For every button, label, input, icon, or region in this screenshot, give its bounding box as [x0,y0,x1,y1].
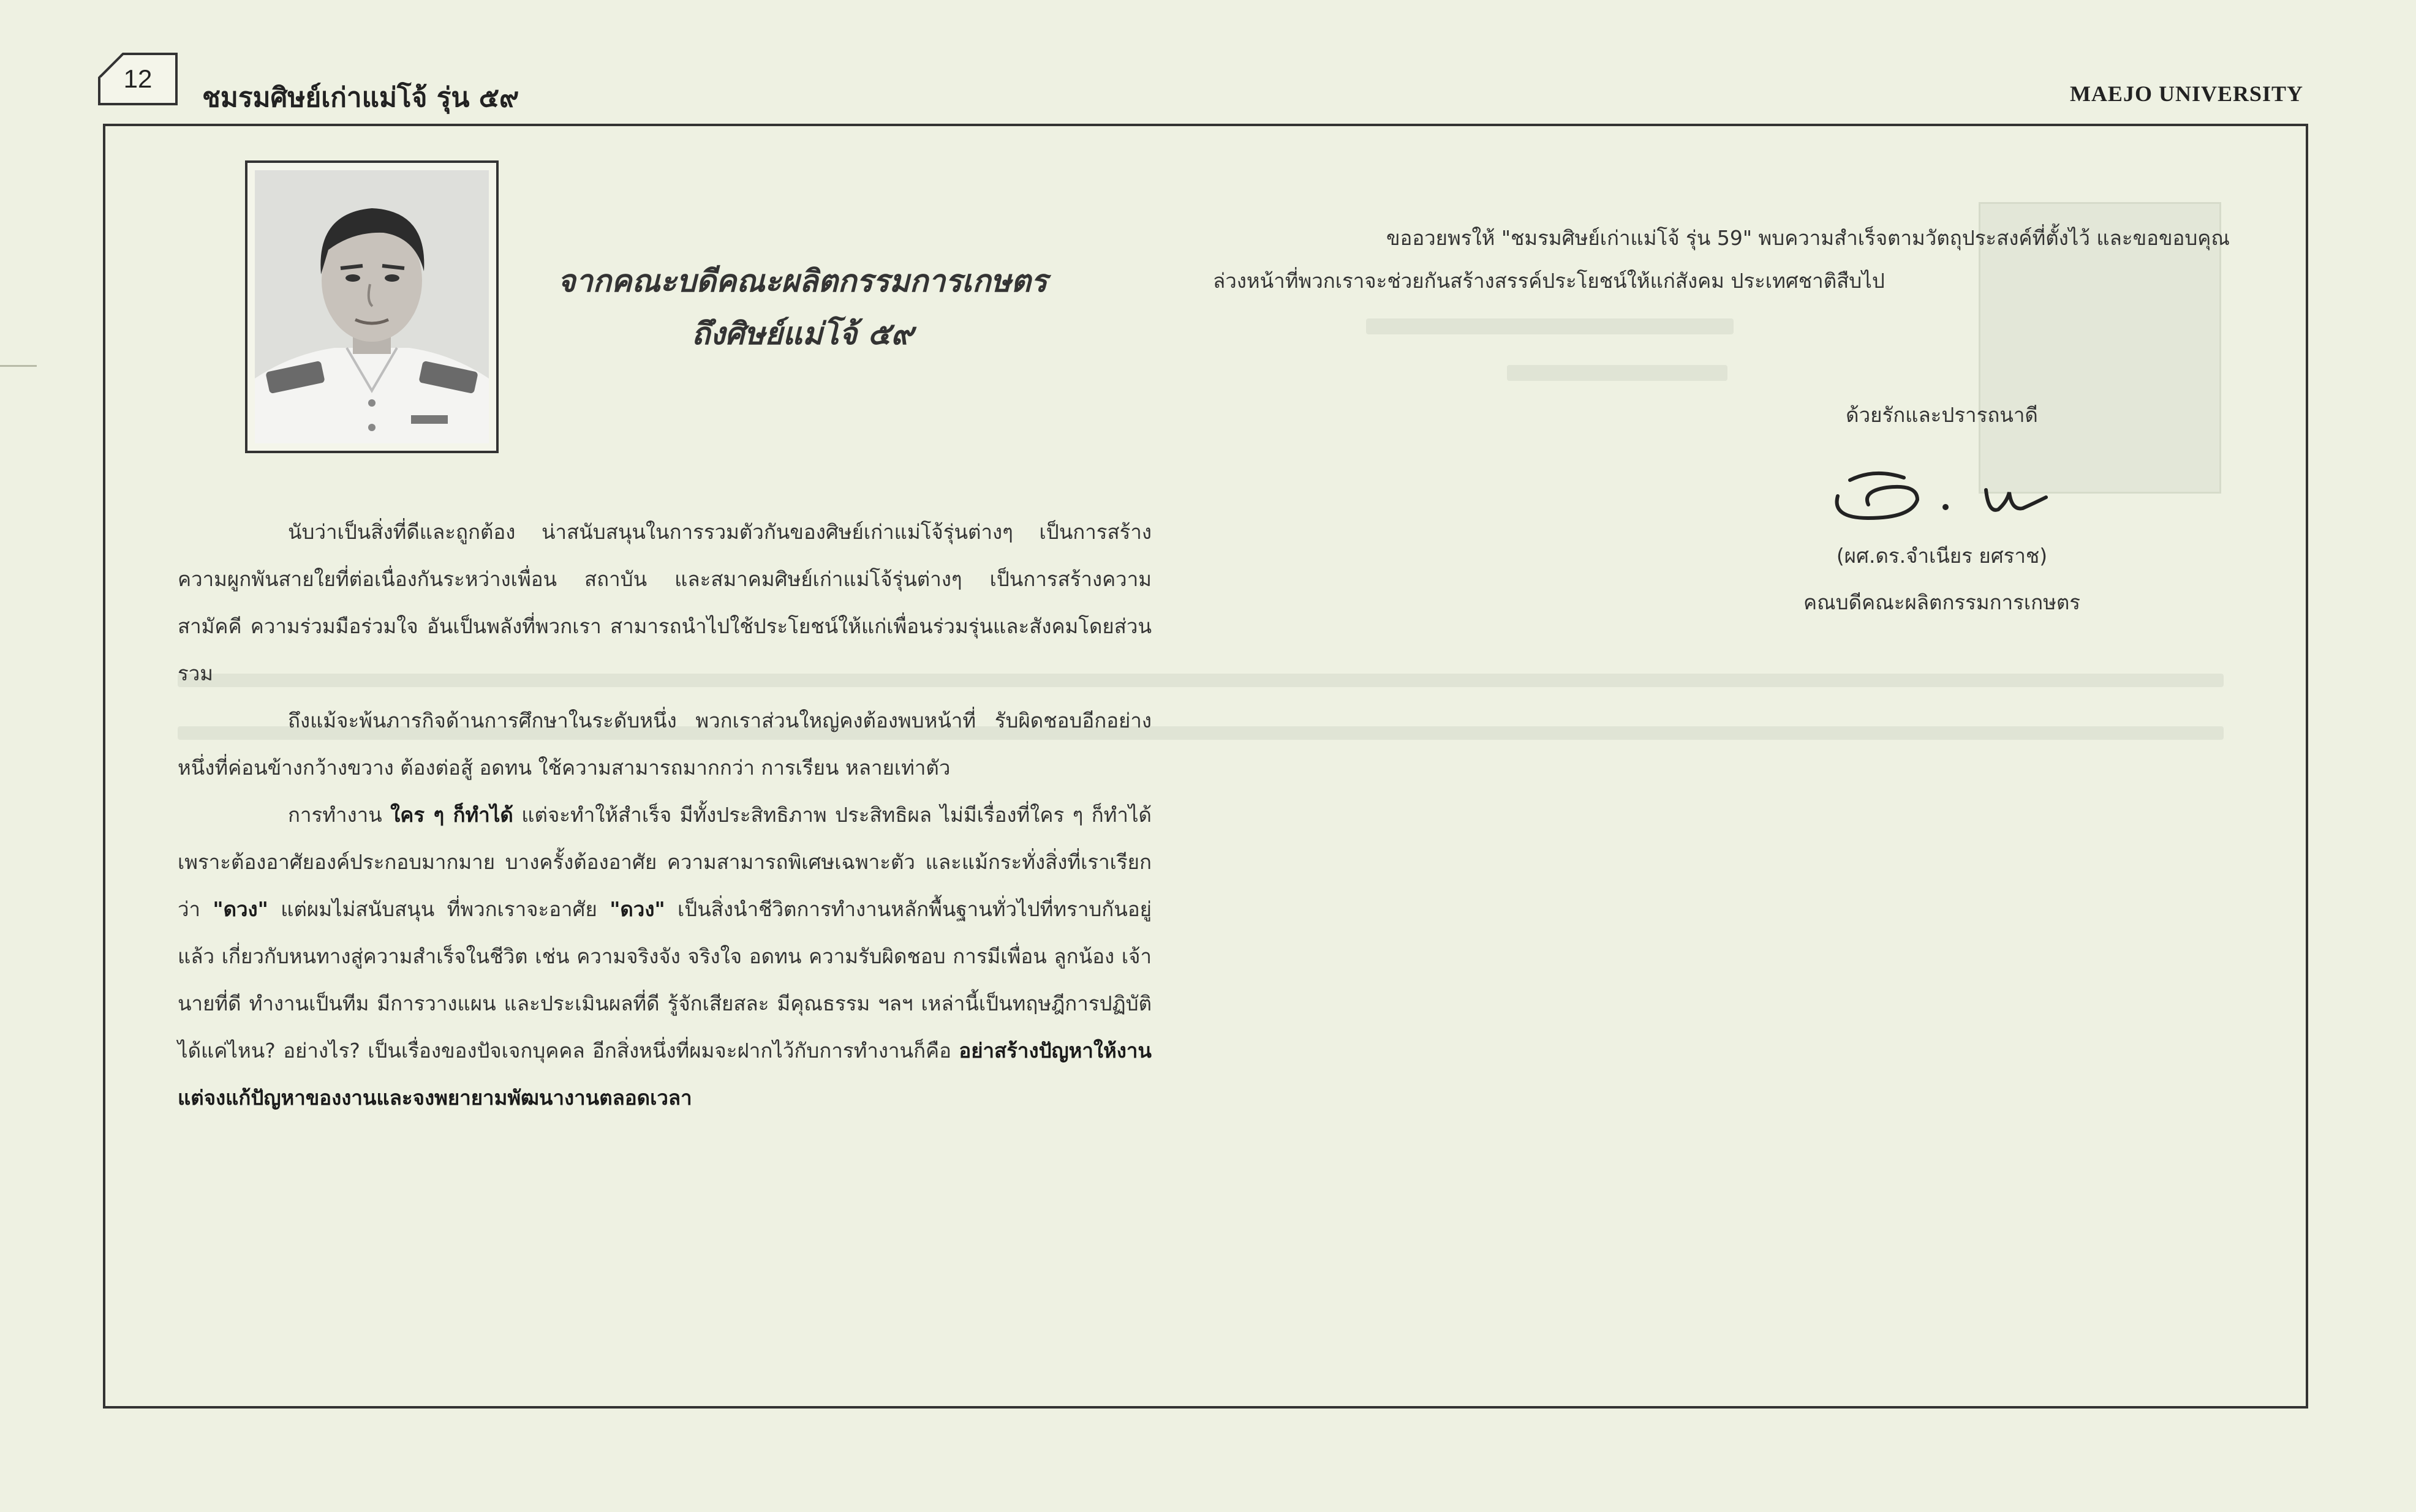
letter-body [178,508,1152,1121]
portrait-photo [255,170,489,443]
page-number: 12 [123,64,153,93]
body-paragraph-3 [178,791,1152,1121]
body-paragraph-2: ถึงแม้จะพ้นภารกิจด้านการศึกษาในระดับหนึ่ง พวกเราส่วนใหญ่คงต้องพบหน้าที่ รับผิดชอบอีกอย่างหนึ่งที่ค่อนข้างกว้างขวาง ต้องต่อสู้ อดทน ใช้ความสามารถมากกว่า การเรียน หลายเท่าตัว [178,709,1152,780]
body-bold-phrase: "ดวง" [213,897,268,921]
page-number-badge [98,53,178,105]
body-bold-phrase: อย่าสร้างปัญหาให้งาน แต่จงแก้ปัญหาของงานและจงพยายามพัฒนางานตลอดเวลา [178,1039,1152,1110]
body-bold-phrase: "ดวง" [610,897,665,921]
body-text-run: แต่ผมไม่สนับสนุน ที่พวกเราจะอาศัย [268,897,610,921]
signatory-name: (ผศ.ดร.จำเนียร ยศราช) [1836,544,2048,568]
portrait-illustration [255,170,489,443]
running-header-title: ชมรมศิษย์เก่าแม่โจ้ รุ่น ๕๙ [202,82,519,113]
signatory-position: คณบดีคณะผลิตกรรมการเกษตร [1803,590,2081,614]
blessing-line1: ขออวยพรให้ "ชมรมศิษย์เก่าแม่โจ้ รุ่น 59" พบความสำเร็จตามวัตถุประสงค์ที่ตั้งไว้ และขอขอบคุณ [1386,226,2230,250]
blessing-text [1213,217,2230,303]
blessing-line2: ล่วงหน้าที่พวกเราจะช่วยกันสร้างสรรค์ประโยชน์ให้แก่สังคม ประเทศชาติสืบไป [1213,269,1885,293]
letter-heading-line1: จากคณะบดีคณะผลิตกรรมการเกษตร [557,263,1048,299]
body-text-run: การทำงาน [288,803,391,827]
running-header-brand: MAEJO UNIVERSITY [2069,81,2303,106]
letter-heading-line2: ถึงศิษย์แม่โจ้ ๕๙ [692,315,913,352]
body-text-run: แต่จะทำให้สำเร็จ มีทั้งประสิทธิภาพ ประสิทธิผล ไม่มีเรื่องที่ใคร ๆ ก็ทำได้เพราะต้องอาศัยองค์ประกอบมากมาย บางครั้งต้องอาศัย ความสามารถพิเศษเฉพาะตัว และแม้กระทั่งสิ่งที่เราเรียกว่า [178,803,1152,921]
portrait-frame [245,160,499,453]
body-text-run: เป็นสิ่งนำชีวิตการทำงานหลักพื้นฐานทั่วไปที่ทราบกันอยู่แล้ว เกี่ยวกับหนทางสู่ความสำเร็จในชีวิต เช่น ความจริงจัง จริงใจ อดทน ความรับผิดชอบ การมีเพื่อน ลูกน้อง เจ้านายที่ดี ทำงานเป็นทีม มีการวางแผน และประเมินผลที่ดี รู้จักเสียสละ มีคุณธรรม ฯลฯ เหล่านี้เป็นทฤษฎีการปฏิบัติ ได้แค่ไหน? อย่างไร? เป็นเรื่องของปัจเจกบุคคล อีกสิ่งหนึ่งที่ผมจะฝากไว้กับการทำงานก็คือ [178,897,1152,1063]
handwritten-signature [1825,459,2058,527]
closing-phrase: ด้วยรักและปรารถนาดี [1846,403,2038,427]
body-bold-phrase: ใคร ๆ ก็ทำได้ [390,803,513,827]
body-paragraph-1: นับว่าเป็นสิ่งที่ดีและถูกต้อง น่าสนับสนุนในการรวมตัวกันของศิษย์เก่าแม่โจ้รุ่นต่างๆ เป็นการสร้างความผูกพันสายใยที่ต่อเนื่องกันระหว่างเพื่อน สถาบัน และสมาคมศิษย์เก่าแม่โจ้รุ่นต่างๆ เป็นการสร้างความสามัคคี ความร่วมมือร่วมใจ อันเป็นพลังที่พวกเรา สามารถนำไปใช้ประโยชน์ให้แก่เพื่อนร่วมรุ่นและสังคมโดยส่วนรวม [178,520,1152,685]
margin-mark [0,365,37,367]
